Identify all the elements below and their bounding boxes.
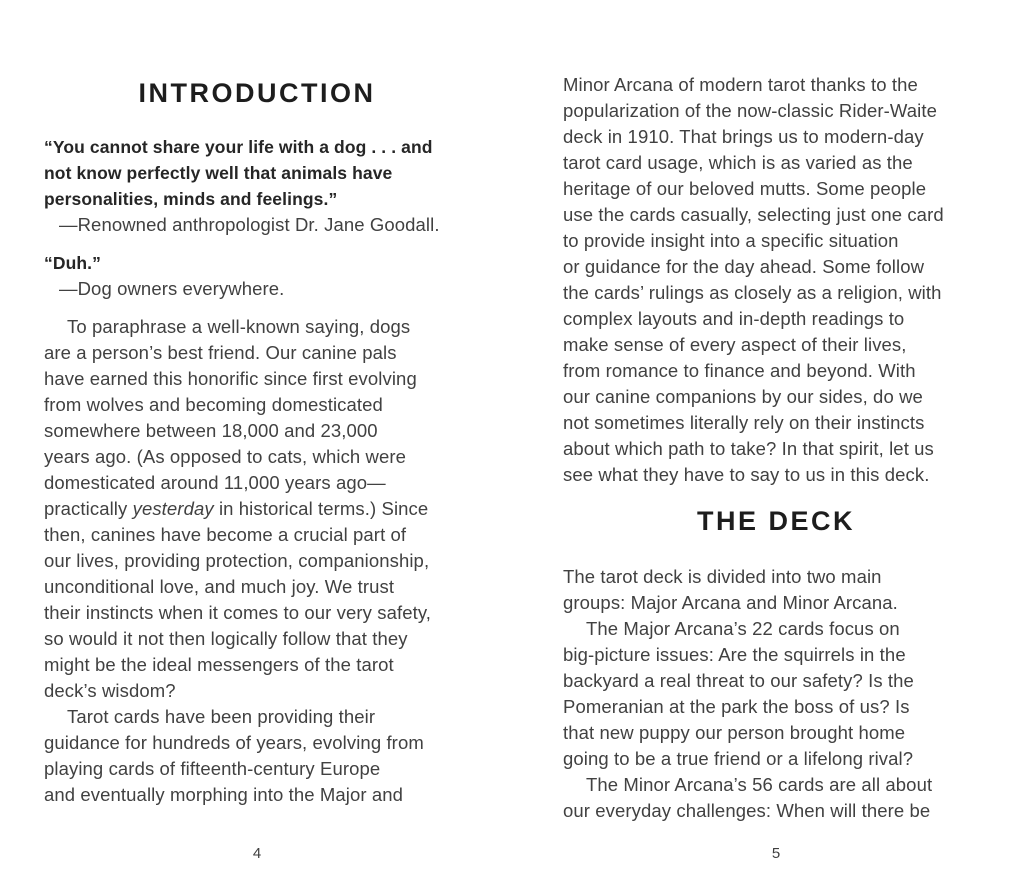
epigraph-dog-owners — [44, 250, 470, 302]
text-line: from romance to finance and beyond. With — [563, 360, 916, 381]
text-line: our canine companions by our sides, do we — [563, 386, 923, 407]
body-paragraph — [44, 314, 470, 704]
text-line: might be the ideal messengers of the tarot — [44, 654, 394, 675]
text-line: are a person’s best friend. Our canine pals — [44, 342, 397, 363]
text-line: “You cannot share your life with a dog . . . and — [44, 137, 433, 157]
text-line: or guidance for the day ahead. Some follow — [563, 256, 925, 277]
text-line: personalities, minds and feelings.” — [44, 189, 338, 209]
text-line: somewhere between 18,000 and 23,000 — [44, 420, 378, 441]
text-line: then, canines have become a crucial part of — [44, 524, 407, 545]
text-line: not sometimes literally rely on their instincts — [563, 412, 925, 433]
page-number-left: 4 — [252, 845, 262, 862]
text-line: unconditional love, and much joy. We trust — [44, 576, 395, 597]
text-line: make sense of every aspect of their lives, — [563, 334, 907, 355]
text-line: Tarot cards have been providing their — [67, 706, 376, 727]
text-line: backyard a real threat to our safety? Is the — [563, 670, 914, 691]
text-line: years ago. (As opposed to cats, which were — [44, 446, 407, 467]
section-heading-the-deck: THE DECK — [696, 506, 855, 536]
body-paragraph — [563, 772, 989, 824]
page-number-right: 5 — [771, 845, 781, 862]
page-left — [44, 0, 470, 884]
text-line: To paraphrase a well-known saying, dogs — [67, 316, 411, 337]
text-line: our lives, providing protection, companionship, — [44, 550, 430, 571]
text-line: the cards’ rulings as closely as a religion, with — [563, 282, 942, 303]
text-line: deck in 1910. That brings us to modern-day — [563, 126, 924, 147]
text-line: Minor Arcana of modern tarot thanks to the — [563, 74, 918, 95]
epigraph-attribution: —Renowned anthropologist Dr. Jane Goodall. — [59, 214, 440, 235]
text-line: going to be a true friend or a lifelong rival? — [563, 748, 914, 769]
epigraph-attribution: —Dog owners everywhere. — [59, 278, 285, 299]
text-line: our everyday challenges: When will there be — [563, 800, 931, 821]
text-line: that new puppy our person brought home — [563, 722, 906, 743]
text-line: practically yesterday in historical terms.) Since — [44, 498, 429, 519]
text-line: deck’s wisdom? — [44, 680, 176, 701]
body-paragraph — [563, 564, 989, 616]
text-line: The tarot deck is divided into two main — [563, 566, 882, 587]
text-line: use the cards casually, selecting just one card — [563, 204, 944, 225]
text-line: heritage of our beloved mutts. Some people — [563, 178, 927, 199]
text-line: popularization of the now-classic Rider-Waite — [563, 100, 937, 121]
text-line: complex layouts and in-depth readings to — [563, 308, 905, 329]
text-line: domesticated around 11,000 years ago— — [44, 472, 386, 493]
body-paragraph — [44, 704, 470, 808]
text-line: and eventually morphing into the Major and — [44, 784, 404, 805]
text-line: not know perfectly well that animals have — [44, 163, 393, 183]
body-paragraph — [563, 72, 989, 488]
text-line: Pomeranian at the park the boss of us? Is — [563, 696, 910, 717]
text-line: big-picture issues: Are the squirrels in the — [563, 644, 906, 665]
epigraph-quote — [44, 134, 470, 212]
text-line: from wolves and becoming domesticated — [44, 394, 383, 415]
text-line: about which path to take? In that spirit, let us — [563, 438, 934, 459]
text-line: have earned this honorific since first evolving — [44, 368, 417, 389]
text-line: guidance for hundreds of years, evolving from — [44, 732, 424, 753]
text-line: playing cards of fifteenth-century Europe — [44, 758, 381, 779]
text-line: to provide insight into a specific situation — [563, 230, 899, 251]
text-line: so would it not then logically follow that they — [44, 628, 408, 649]
chapter-heading-introduction: INTRODUCTION — [138, 78, 376, 108]
text-line: groups: Major Arcana and Minor Arcana. — [563, 592, 898, 613]
text-line: “Duh.” — [44, 253, 101, 273]
text-line: The Major Arcana’s 22 cards focus on — [586, 618, 900, 639]
page-right — [563, 0, 989, 884]
text-line: see what they have to say to us in this deck. — [563, 464, 930, 485]
text-line: tarot card usage, which is as varied as the — [563, 152, 913, 173]
body-paragraph — [563, 616, 989, 772]
epigraph-quote — [44, 250, 470, 276]
epigraph-goodall — [44, 134, 470, 238]
text-line: The Minor Arcana’s 56 cards are all about — [586, 774, 933, 795]
text-line: their instincts when it comes to our very safety, — [44, 602, 432, 623]
